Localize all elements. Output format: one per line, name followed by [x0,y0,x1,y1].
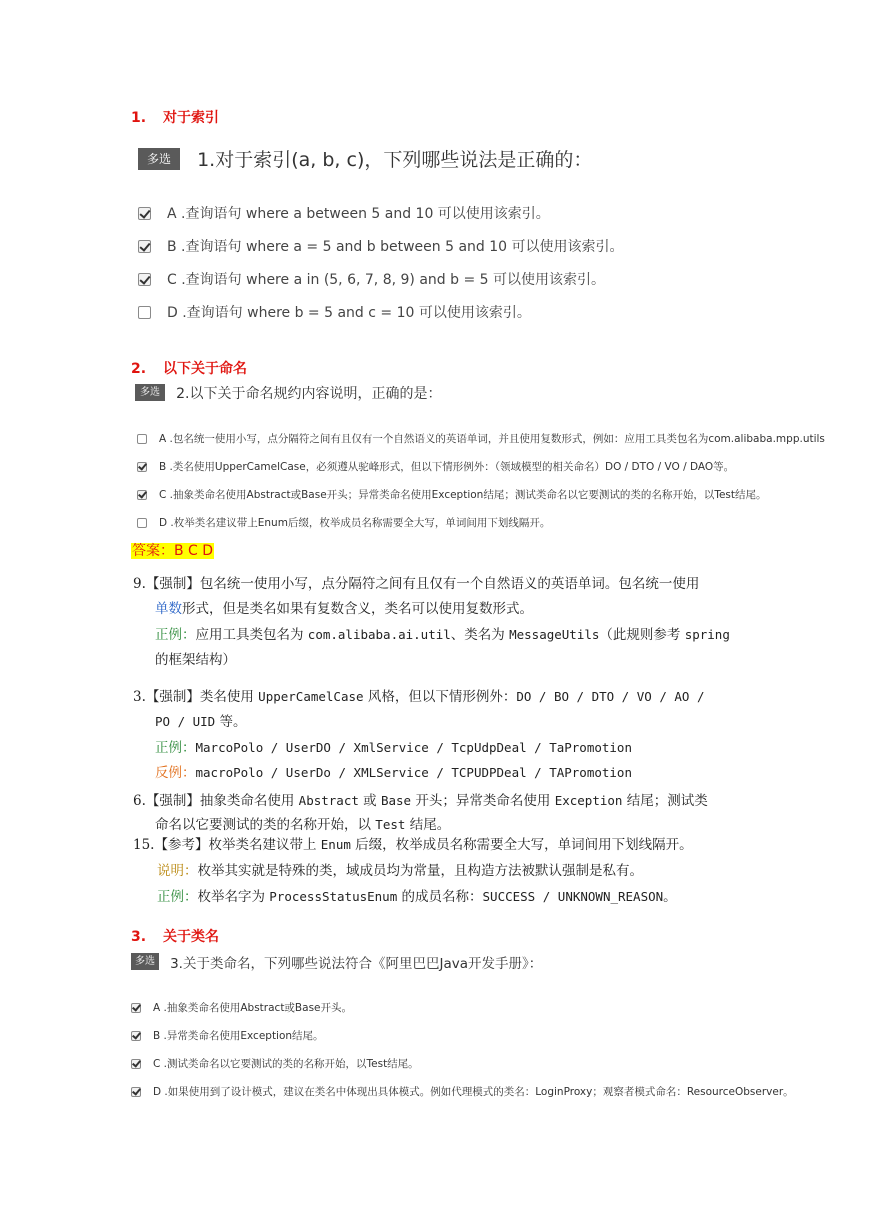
checkbox[interactable] [131,1031,141,1041]
q2-option-a[interactable] [137,431,825,446]
section-1-heading [131,107,219,127]
multi-select-tag: 多选 [135,384,165,401]
question-title: 1.对于索引(a, b, c)，下列哪些说法是正确的： [197,149,593,171]
rule-text: 应用工具类包名为 [195,627,308,643]
code-text: MarcoPolo / UserDO / XmlService / TcpUdpDeal / TaPromotion [195,740,632,755]
rule-text: 15.【参考】枚举类名建议带上 [133,837,321,853]
section-number: 2. [131,361,147,377]
checkbox[interactable] [138,306,151,319]
multi-select-tag: 多选 [138,148,180,170]
code-text: DO / BO / DTO / VO / AO / [516,689,705,704]
code-text: Exception [554,793,623,808]
checkbox[interactable] [131,1003,141,1013]
code-text: spring [684,627,730,642]
rule-text: 开头；异常类命名使用 [411,793,555,809]
section-number: 3. [131,929,147,945]
checkbox[interactable] [137,434,147,444]
rule-15-line-3 [157,885,677,905]
rule-text: 枚举名字为 [197,889,270,905]
q1-option-c[interactable] [138,269,605,289]
rule-text: 风格，但以下情形例外： [363,689,517,705]
rule-3-line-2 [155,710,247,730]
rule-9-line-3 [155,623,730,643]
highlight-text: 单数 [155,601,182,617]
option-text: A .查询语句 where a between 5 and 10 可以使用该索引。 [167,206,550,222]
checkbox[interactable] [131,1087,141,1097]
rule-6-line-2 [155,813,450,833]
note-label: 说明： [157,863,198,879]
code-text: Enum [320,837,351,852]
q2-option-b[interactable] [137,459,734,474]
rule-text: 形式，但是类名如果有复数含义，类名可以使用复数形式。 [182,601,533,617]
rule-text: 3.【强制】类名使用 [133,689,259,705]
question-1-title-row [138,145,592,172]
code-text: macroPolo / UserDo / XMLService / TCPUDPDeal / TAPromotion [195,765,632,780]
question-3-title-row [131,951,542,972]
option-text: D .枚举类名建议带上Enum后缀，枚举成员名称需要全大写，单词间用下划线隔开。 [159,517,551,529]
option-text: C .抽象类命名使用Abstract或Base开头；异常类命名使用Exception结尾；测试类命名以它要测试的类的名称开始，以Test结尾。 [159,489,767,501]
checkbox[interactable] [137,490,147,500]
option-text: B .查询语句 where a = 5 and b between 5 and 10 可以使用该索引。 [167,239,624,255]
q2-option-d[interactable] [137,515,550,530]
checkbox[interactable] [137,518,147,528]
rule-text: 或 [358,793,381,809]
rule-text: （此规则参考 [599,627,685,643]
rule-text: 命名以它要测试的类的名称开始，以 [155,817,376,833]
checkbox[interactable] [138,207,151,220]
rule-text: 结尾。 [405,817,451,833]
rule-text: 枚举其实就是特殊的类，域成员均为常量，且构造方法被默认强制是私有。 [197,863,643,879]
option-text: A .抽象类命名使用Abstract或Base开头。 [153,1002,353,1014]
rule-text: 6.【强制】抽象类命名使用 [133,793,299,809]
code-text: Base [380,793,412,808]
section-number: 1. [131,110,147,126]
q3-option-c[interactable] [131,1056,419,1071]
option-text: D .查询语句 where b = 5 and c = 10 可以使用该索引。 [167,305,531,321]
rule-text: 的成员名称： [397,889,483,905]
code-text: com.alibaba.ai.util [307,627,451,642]
section-3-heading [131,926,219,946]
section-title: 关于类名 [163,929,219,945]
rule-3-line-1 [133,685,704,705]
section-title: 对于索引 [163,110,219,126]
multi-select-tag: 多选 [131,953,159,970]
q1-option-a[interactable] [138,203,550,223]
rule-9-line-2 [155,597,533,617]
rule-text: 结尾；测试类 [622,793,708,809]
checkbox[interactable] [138,240,151,253]
answer-line [131,540,214,560]
code-text: Test [375,817,406,832]
positive-example-label: 正例： [157,889,198,905]
code-text: PO / UID [155,714,216,729]
rule-3-line-4 [155,761,632,781]
question-title: 2.以下关于命名规约内容说明，正确的是： [176,385,442,402]
checkbox[interactable] [137,462,147,472]
positive-example-label: 正例： [155,627,196,643]
code-text: SUCCESS / UNKNOWN_REASON [482,889,664,904]
code-text: UpperCamelCase [258,689,364,704]
checkbox[interactable] [131,1059,141,1069]
code-text: ProcessStatusEnum [269,889,398,904]
q3-option-b[interactable] [131,1028,324,1043]
question-2-title-row [135,382,441,403]
option-text: D .如果使用到了设计模式，建议在类名中体现出具体模式。例如代理模式的类名：LoginProxy；观察者模式命名：ResourceObserver。 [153,1086,794,1098]
rule-9-line-4: 的框架结构） [155,652,236,668]
answer-highlight: 答案：B C D [132,543,214,559]
section-title: 以下关于命名 [163,361,247,377]
rule-15-line-2 [157,859,643,879]
rule-text: 后缀，枚举成员名称需要全大写，单词间用下划线隔开。 [350,837,693,853]
rule-3-line-3 [155,736,632,756]
option-text: C .测试类命名以它要测试的类的名称开始，以Test结尾。 [153,1058,419,1070]
rule-text: 等。 [215,714,247,730]
positive-example-label: 正例： [155,740,196,756]
option-text: A .包名统一使用小写，点分隔符之间有且仅有一个自然语义的英语单词，并且使用复数形式，例如：应用工具类包名为com.alibaba.mpp.utils [159,433,825,445]
negative-example-label: 反例： [155,765,196,781]
question-title: 3.关于类命名，下列哪些说法符合《阿里巴巴Java开发手册》： [170,955,543,972]
section-2-heading [131,358,247,378]
code-text: Abstract [298,793,359,808]
code-text: MessageUtils [509,627,600,642]
q2-option-c[interactable] [137,487,767,502]
q3-option-d[interactable] [131,1084,794,1099]
checkbox[interactable] [138,273,151,286]
rule-15-line-1 [133,833,693,853]
option-text: B .异常类命名使用Exception结尾。 [153,1030,324,1042]
option-text: C .查询语句 where a in (5, 6, 7, 8, 9) and b = 5 可以使用该索引。 [167,272,605,288]
rule-9-line-1: 9.【强制】包名统一使用小写，点分隔符之间有且仅有一个自然语义的英语单词。包名统一使用 [133,576,700,592]
rule-text: 、类名为 [450,627,510,643]
q1-option-b[interactable] [138,236,624,256]
q3-option-a[interactable] [131,1000,352,1015]
option-text: B .类名使用UpperCamelCase，必须遵从驼峰形式，但以下情形例外：（领域模型的相关命名）DO / DTO / VO / DAO等。 [159,461,735,473]
q1-option-d[interactable] [138,302,531,322]
rule-text: 。 [663,889,677,905]
rule-6-line-1 [133,789,708,809]
